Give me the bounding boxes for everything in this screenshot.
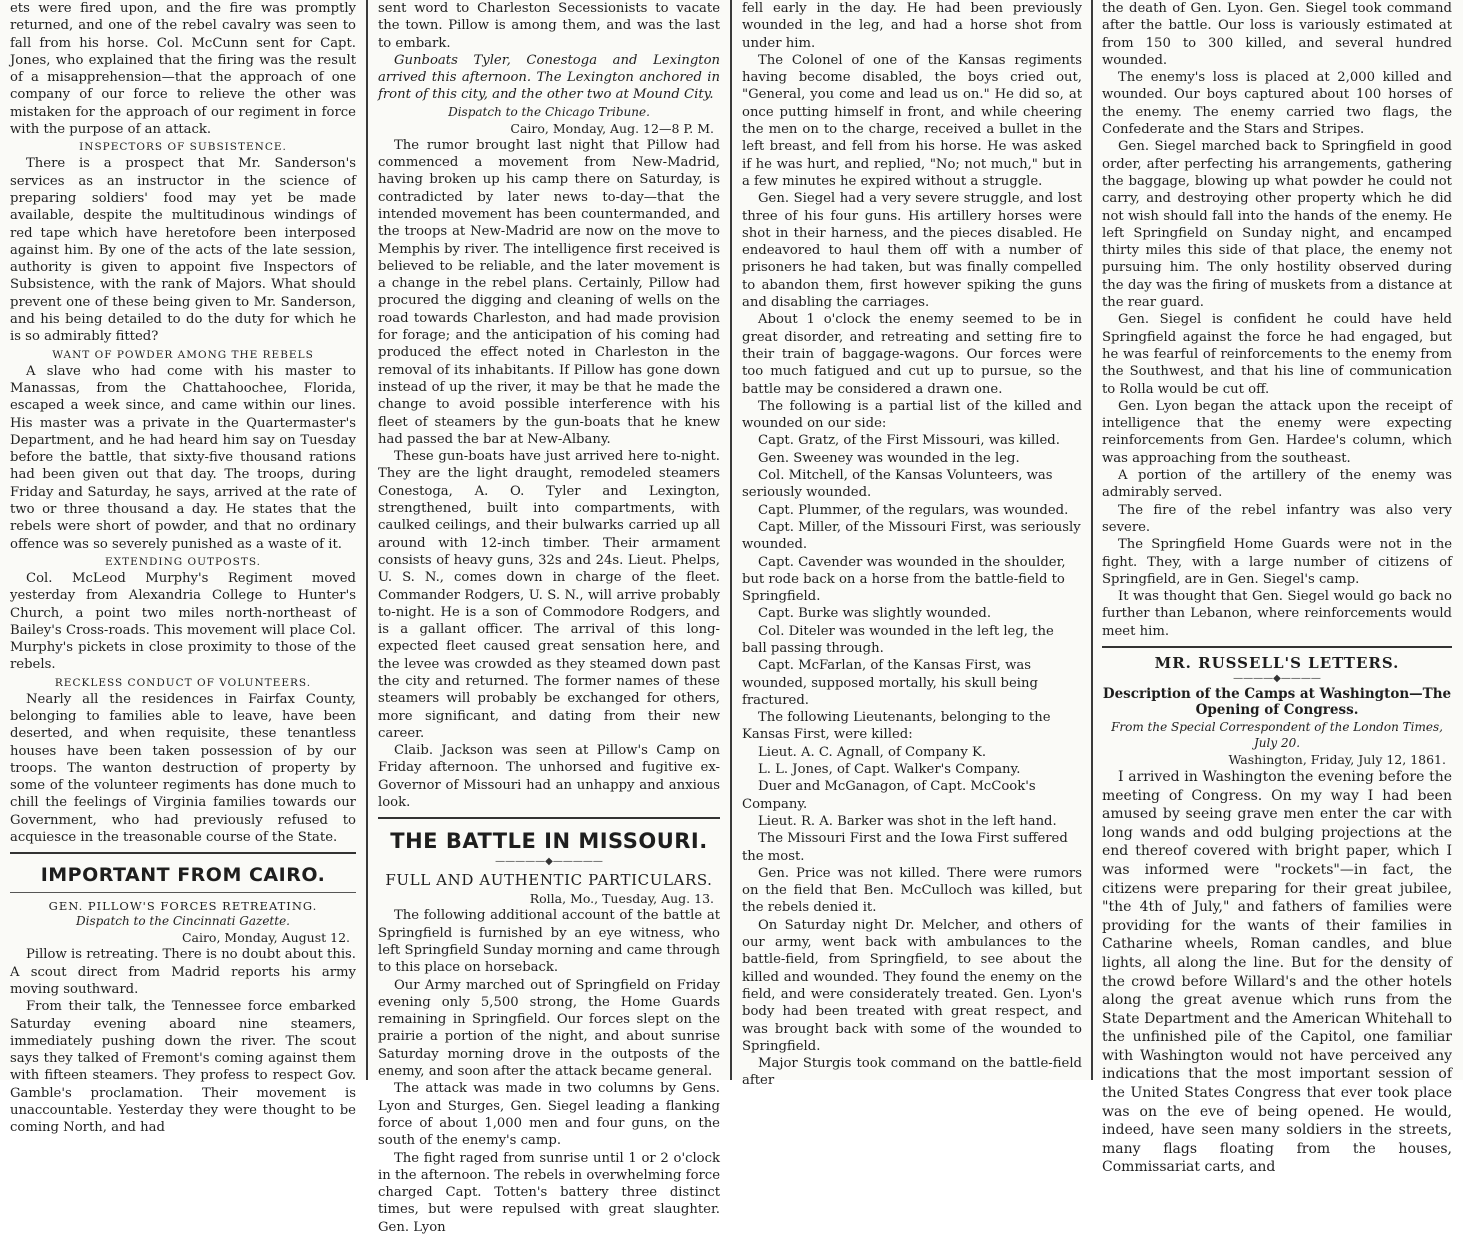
column-rule — [366, 0, 368, 1080]
dispatch-source: Dispatch to the Chicago Tribune. — [448, 104, 650, 119]
article-text: Gen. Siegel had a very severe struggle, and lost three of his four guns. His artillery horses were shot in their harness, and the pieces disabled. He endeavored to haul them off with a number of prisoners he had taken, but was finally compelled to abandon them, first however spiking the guns and disabling the carriages. — [742, 191, 1082, 311]
subheadline: FULL AND AUTHENTIC PARTICULARS. — [385, 871, 713, 890]
article-text: The Colonel of one of the Kansas regiments having become disabled, the boys cried out, "General, you come and lead us on." He did so, at once putting himself in front, and while cheering the men on to the charge, received a bullet in the left breast, and fell from his horse. He was asked if he was hurt, and replied, "No; not much," but in a few minutes he expired without a struggle. — [742, 52, 1082, 189]
section-heading: RECKLESS CONDUCT OF VOLUNTEERS. — [54, 676, 312, 689]
casualty-item: The Missouri First and the Iowa First suffered the most. — [742, 831, 1068, 864]
casualty-item: Capt. Cavender was wounded in the shoulder, but rode back on a horse from the battle-field to Springfield. — [742, 554, 1066, 605]
subheadline: Description of the Camps at Washington—The Opening of Congress. — [1102, 685, 1452, 718]
dispatch-date: July 20. — [1253, 735, 1301, 750]
article-text: Nearly all the residences in Fairfax County, belonging to families able to leave, have been deserted, and when requisite, these tenantless houses have been taken possession of by our troops. The wanton destruction of property by some of the volunteer regiments has done much to chill the feelings of Virginia families towards our Government, who had previously refused to acquiesce in the treasonable course of the State. — [10, 691, 356, 846]
article-text: Claib. Jackson was seen at Pillow's Camp on Friday afternoon. The unhorsed and fugitive ex-Governor of Missouri had an unhappy and anxious look. — [378, 743, 720, 811]
ornament-rule: ————◆———— — [1233, 672, 1321, 684]
article-text: Col. McLeod Murphy's Regiment moved yesterday from Alexandria College to Hunter's Church, a point two miles north-northeast of Bailey's Cross-roads. This movement will place Col. Murphy's pickets in close proximity to those of the rebels. — [10, 570, 356, 673]
casualty-item: Capt. Burke was slightly wounded. — [758, 606, 992, 622]
divider — [1102, 646, 1452, 648]
article-text: From their talk, the Tennessee force embarked Saturday evening aboard nine steamers, immediately pushing down the river. The scout says they talked of Fremont's coming against them with fifteen steamers. They profess to respect Gov. Gamble's proclamation. Their movement is unaccountable. Yesterday they were thought to be coming North, and had — [10, 999, 356, 1136]
headline-cairo: IMPORTANT FROM CAIRO. — [40, 864, 326, 887]
article-text: The fire of the rebel infantry was also very severe. — [1102, 502, 1452, 535]
section-heading: INSPECTORS OF SUBSISTENCE. — [79, 141, 287, 154]
dispatch-source: Dispatch to the Cincinnati Gazette. — [76, 914, 290, 929]
section-heading: WANT OF POWDER AMONG THE REBELS — [52, 348, 314, 361]
casualty-item: Capt. Miller, of the Missouri First, was seriously wounded. — [742, 519, 1081, 553]
casualty-item: Col. Diteler was wounded in the left leg, the ball passing through. — [742, 623, 1054, 656]
casualty-item: Capt. McFarlan, of the Kansas First, was wounded, supposed mortally, his skull being fractured. — [742, 658, 1038, 708]
article-text: On Saturday night Dr. Melcher, and others of our army, went back with ambulances to the battle-field, from Springfield, to see about the killed and wounded. They found the enemy on the field, and were considerately treated. Gen. Lyon's body had been treated with great respect, and was brought back with some of the wounded to Springfield. — [742, 917, 1082, 1054]
article-text: Gen. Price was not killed. There were rumors on the field that Ben. McCulloch was killed, but the rebels denied it. — [742, 865, 1082, 916]
column-1 — [4, 0, 362, 1136]
article-text: The attack was made in two columns by Gens. Lyon and Sturges, Gen. Siegel leading a flanking force of about 1,000 men and four guns, on the south of the enemy's camp. — [378, 1081, 720, 1149]
column-rule — [1091, 0, 1093, 1080]
dispatch-source: From the Special Correspondent of the London Times, — [1111, 719, 1443, 734]
article-text: Major Sturgis took command on the battle-field after — [742, 1056, 1082, 1089]
article-text: sent word to Charleston Secessionists to vacate the town. Pillow is among them, and was the last to embark. — [378, 1, 720, 51]
dateline: Cairo, Monday, Aug. 12—8 P. M. — [510, 120, 714, 136]
article-text: There is a prospect that Mr. Sanderson's services as an instructor in the science of preparing soldiers' food may yet be made available, despite the multitudinous windings of red tape which have heretofore been interposed against him. By one of the acts of the late session, authority is given to appoint five Inspectors of Subsistence, with the rank of Majors. What should prevent one of these being given to Mr. Sanderson, and his being detailed to do the duty for which he is so admirably fitted? — [10, 156, 356, 345]
article-text: The following additional account of the battle at Springfield is furnished by an eye witness, who left Springfield Sunday morning and came through to this place on horseback. — [378, 908, 720, 976]
divider — [378, 817, 720, 819]
column-4 — [1096, 0, 1458, 1176]
casualty-item: Col. Mitchell, of the Kansas Volunteers, was seriously wounded. — [742, 468, 1053, 501]
headline-battle: THE BATTLE IN MISSOURI. — [390, 829, 708, 854]
subheadline: GEN. PILLOW'S FORCES RETREATING. — [48, 899, 318, 914]
article-text: A slave who had come with his master to Manassas, from the Chattahoochee, Florida, escaped a week since, and came within our lines. His master was a private in the Quartermaster's Department, and he had heard him say on Tuesday before the battle, that sixty-five thousand rations had been given out that day. The troops, during Friday and Saturday, he says, arrived at the rate of two or three thousand a day. He states that the rebels were short of powder, and that no ordinary offence was so severely punished as a waste of it. — [10, 363, 356, 552]
headline-russell: MR. RUSSELL'S LETTERS. — [1154, 653, 1400, 672]
article-text: It was thought that Gen. Siegel would go back no further than Lebanon, where reinforcements would meet him. — [1102, 589, 1452, 639]
section-heading: EXTENDING OUTPOSTS. — [105, 555, 261, 568]
column-2 — [372, 0, 726, 1235]
article-text: The following is a partial list of the killed and wounded on our side: — [742, 398, 1082, 432]
column-rule — [730, 0, 732, 1080]
article-text: Pillow is retreating. There is no doubt about this. A scout direct from Madrid reports his army moving southward. — [10, 947, 356, 997]
casualty-item: L. L. Jones, of Capt. Walker's Company. — [758, 762, 1021, 778]
casualty-item: Capt. Plummer, of the regulars, was wounded. — [758, 502, 1069, 518]
divider — [10, 852, 356, 854]
article-text: Gen. Siegel is confident he could have held Springfield against the force he had engaged, but he was fearful of reinforcements to the enemy from the Southwest, and that his line of communication to Rolla would be cut off. — [1102, 312, 1452, 397]
article-text: These gun-boats have just arrived here to-night. They are the light draught, remodeled steamers Conestoga, A. O. Tyler and Lexington, strengthened, built into compartments, with caulked ceilings, and their bulwarks carried up all around with 12-inch timber. Their armament consists of heavy guns, 32s and 24s. Lieut. Phelps, U. S. N., comes down in charge of the fleet. Commander Rodgers, U. S. N., will arrive probably to-night. He is a son of Commodore Rodgers, and is a gallant officer. The arrival of this long-expected fleet caused great sensation here, and the levee was crowded as they steamed down past the city and returned. The former names of these steamers will probably be exchanged for others, more significant, and dating from their new career. — [378, 449, 720, 741]
casualty-item: Capt. Gratz, of the First Missouri, was killed. — [758, 433, 1060, 449]
casualty-item: Lieut. R. A. Barker was shot in the left hand. — [758, 813, 1057, 829]
article-text: The enemy's loss is placed at 2,000 killed and wounded. Our boys captured about 100 horses of the enemy. The enemy carried two flags, the Confederate and the Stars and Stripes. — [1102, 70, 1452, 138]
divider — [10, 892, 356, 893]
article-text: I arrived in Washington the evening before the meeting of Congress. On my way I had been amused by seeing grave men enter the car with long wands and odd bulging projections at the end thereof covered with bright paper, which I was informed were "rockets"—in fact, the citizens were preparing for their great jubilee, "the 4th of July," and fathers of families were providing for the wants of their families in Catharine wheels, Roman candles, and blue lights, all along the line. But for the density of the crowd before Willard's and the other hotels along the great avenue which runs from the State Department and the American Whitehall to the unfinished pile of the Capitol, one familiar with Washington would not have perceived any indications that the most important session of the United States Congress that ever took place was on the eve of being opened. He would, indeed, have seen many soldiers in the streets, many flags floating from the houses, Commissariat carts, and — [1102, 768, 1452, 1176]
dateline: Cairo, Monday, August 12. — [181, 930, 350, 946]
article-text: the death of Gen. Lyon. Gen. Siegel took command after the battle. Our loss is variously estimated at from 150 to 300 killed, and several hundred wounded. — [1102, 1, 1452, 68]
article-text: ets were fired upon, and the fire was promptly returned, and one of the rebel cavalry was seen to fall from his horse. Col. McCunn sent for Capt. Jones, who explained that the firing was the result of a misapprehension—that the approach of one company of our force to relieve the other was mistaken for the approach of our regiment in force with the purpose of an attack. — [10, 1, 356, 138]
article-text: Gen. Lyon began the attack upon the receipt of intelligence that the enemy were expecting reinforcements from Gen. Hardee's column, which was approaching from the southeast. — [1102, 398, 1452, 466]
article-text: About 1 o'clock the enemy seemed to be in great disorder, and retreating and setting fire to their train of baggage-wagons. Our forces were too much fatigued and cut up to pursue, so the battle may be considered a drawn one. — [742, 312, 1082, 397]
casualty-item: Gen. Sweeney was wounded in the leg. — [758, 450, 1020, 466]
article-text: Our Army marched out of Springfield on Friday evening only 5,500 strong, the Home Guards remaining in Springfield. Our forces slept on the prairie a portion of the night, and about sunrise Saturday morning drove in the outposts of the enemy, and soon after the attack became general. — [378, 977, 720, 1080]
article-text: The fight raged from sunrise until 1 or 2 o'clock in the afternoon. The rebels in overwhelming force charged Capt. Totten's battery three distinct times, but were repulsed with great slaughter. Gen. Lyon — [378, 1150, 720, 1235]
article-text: Gen. Siegel marched back to Springfield in good order, after perfecting his arrangements, gathering the baggage, blowing up what powder he could not carry, and destroying other property which he did not wish should fall into the hands of the enemy. He left Springfield on Sunday night, and encamped thirty miles this side of that place, the enemy not pursuing him. The only hostility observed during the day was the firing of muskets from a distance at the rear guard. — [1102, 139, 1452, 311]
casualty-item: The following Lieutenants, belonging to the Kansas First, were killed: — [742, 710, 1051, 743]
column-3 — [736, 0, 1088, 1089]
dateline: Washington, Friday, July 12, 1861. — [1228, 751, 1446, 767]
dateline: Rolla, Mo., Tuesday, Aug. 13. — [529, 891, 714, 907]
casualty-item: Duer and McGanagon, of Capt. McCook's Company. — [742, 779, 1036, 812]
article-text: fell early in the day. He had been previously wounded in the leg, and had a horse shot from under him. — [742, 1, 1082, 51]
article-text: A portion of the artillery of the enemy was admirably served. — [1102, 468, 1452, 501]
ornament-rule: —————◆————— — [495, 856, 603, 868]
article-text: The rumor brought last night that Pillow had commenced a movement from New-Madrid, having broken up his camp there on Saturday, is contradicted by later news to-day—that the intended movement has been countermanded, and the troops at New-Madrid are now on the move to Memphis by river. The intelligence first received is believed to be reliable, and the later movement is a change in the rebel plans. Certainly, Pillow had procured the digging and cleaning of wells on the road towards Charleston, and had made provision for forage; and the anticipation of his coming had produced the effect noted in Charleston in the removal of its inhabitants. If Pillow has gone down instead of up the river, it may be that he made the change to avoid possible interference with his fleet of steamers by the gun-boats that he knew had passed the bar at New-Albany. — [378, 137, 720, 447]
article-text: The Springfield Home Guards were not in the fight. They, with a large number of citizens of Springfield, are in Gen. Siegel's camp. — [1102, 537, 1452, 587]
article-text: Gunboats Tyler, Conestoga and Lexington arrived this afternoon. The Lexington anchored in front of this city, and the other two at Mound City. — [378, 52, 720, 103]
casualty-item: Lieut. A. C. Agnall, of Company K. — [758, 744, 987, 760]
